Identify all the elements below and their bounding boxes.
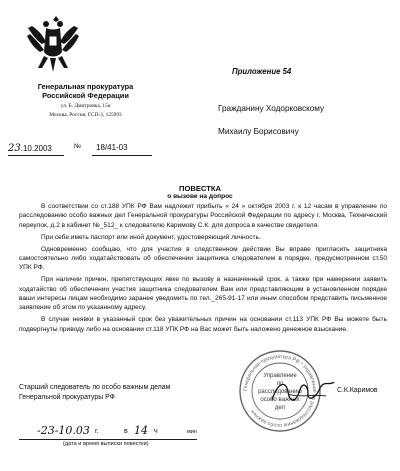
reference-line xyxy=(8,143,168,157)
org-address-line1: ул. Б. Дмитровка, 15а xyxy=(60,103,111,110)
body-paragraph-defender: Одновременно сообщаю, что для участия в следственном действии Вы вправе пригласить защитника самостоятельно либо ходатайствовать об обеспечении защитника следователем в порядке, предусмотренном ст.50 УПК РФ. xyxy=(19,245,387,272)
issue-datetime xyxy=(19,424,259,456)
document-body xyxy=(19,202,387,337)
appendix-label: Приложение 54 xyxy=(232,67,292,76)
in-label: в xyxy=(124,428,128,435)
year-suffix: г. xyxy=(95,428,99,435)
sender-block xyxy=(8,83,163,118)
reference-date-printed: .10.2003 xyxy=(20,144,52,153)
body-paragraph-id: При себе иметь паспорт или иной документ, удостоверяющий личность. xyxy=(41,233,261,241)
stamp-center-line5: дел xyxy=(274,405,286,411)
addressee-block xyxy=(218,97,324,143)
stamp-center-line3: расследованию xyxy=(258,389,302,395)
body-paragraph-notice: При наличии причин, препятствующих явке по вызову в назначенный срок, а также при намерении заявить ходатайство об обеспечении участия защитника следователем Вам или представляющим в установленном порядке ваши интересы лицам необходимо заранее уведомить по тел._265-91-17 или иным способом представить письменное заявление об этом по указанному адресу. xyxy=(19,276,387,312)
document-title: ПОВЕСТКА xyxy=(179,184,221,193)
minute-label: мин xyxy=(187,429,197,435)
addressee-line2: Михаилу Борисовичу xyxy=(218,127,299,136)
org-address-line2: Москва, Россия, ГСП-3, 125993 xyxy=(49,112,122,119)
issue-datetime-underline xyxy=(19,439,197,440)
signer-title-line1: Старший следователь по особо важным делам xyxy=(19,384,171,391)
org-name-line1: Генеральная прокуратура xyxy=(37,82,134,91)
signer-name: С.К.Каримов xyxy=(337,387,378,394)
reference-date xyxy=(8,143,52,154)
issue-date-handwritten: -23-10.03 xyxy=(37,424,90,437)
double-headed-eagle-emblem-icon xyxy=(24,12,82,76)
number-underline xyxy=(92,155,152,156)
stamp-ring-text: Генеральная прокуратура РФ * Управление по расследованию особо важных xyxy=(242,353,318,429)
hour-label: ч xyxy=(154,428,158,435)
body-paragraph-penalty: В случае неявки в указанный срок без уважительных причин на основании ст.113 УПК РФ Вы можете быть подвергнуты приводу либо на основании ст.118 УПК РФ на Вас может быть наложено денежное взыскание. xyxy=(19,316,387,333)
signature-mark xyxy=(268,372,338,412)
addressee-line1: Гражданину Ходорковскому xyxy=(218,104,325,113)
reference-date-handwritten: 23 xyxy=(8,143,21,154)
date-underline xyxy=(8,155,64,156)
stamp-center-line1: Управление xyxy=(263,373,297,379)
stamp-center-line4: особо важных xyxy=(260,397,300,403)
document-subtitle: о вызове на допрос xyxy=(167,193,233,200)
issue-datetime-caption: (дата и время выписки повестки) xyxy=(63,441,149,447)
signer-title xyxy=(19,383,170,402)
stamp-center-line2: по xyxy=(276,381,284,387)
number-label: № xyxy=(74,143,81,150)
org-name-line2: Российской Федерации xyxy=(42,90,129,100)
signer-title-line2: Генеральной прокуратуры РФ xyxy=(19,393,115,401)
reference-number: 18/41-03 xyxy=(96,143,128,152)
issue-time-handwritten: 14 xyxy=(134,424,148,437)
body-paragraph-summons: В соответствии со ст.188 УПК РФ Вам надлежит прибыть « 24 » октября 2003 г. к 12 часам в управление по расследованию особо важных дел Генеральной прокуратуры Российской Федерации по адресу г. Москва, Технический переулок, д.2 в кабинет №_512_ к следователю Каримову С.К. для допроса в качестве свидетеля. xyxy=(19,203,387,229)
